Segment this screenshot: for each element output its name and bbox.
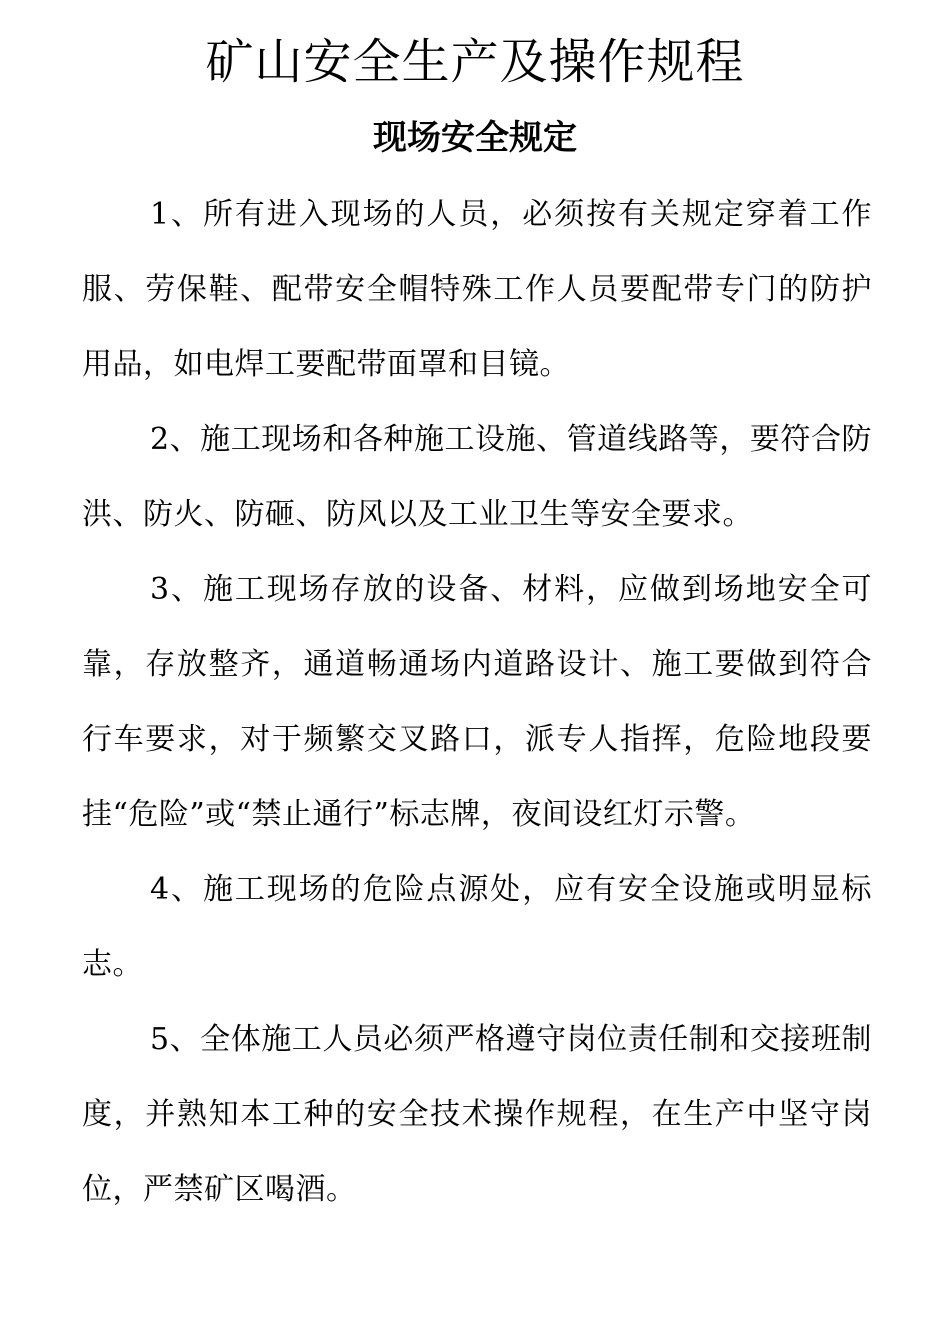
- paragraph-1: 1、所有进入现场的人员，必须按有关规定穿着工作服、劳保鞋、配带安全帽特殊工作人员要配带专门的防护用品，如电焊工要配带面罩和目镜。: [82, 197, 872, 382]
- document-title: 矿山安全生产及操作规程: [205, 34, 745, 90]
- document-body: [82, 177, 872, 1227]
- paragraph-4: 4、施工现场的危险点源处，应有安全设施或明显标志。: [82, 872, 872, 982]
- paragraph-5: 5、全体施工人员必须严格遵守岗位责任制和交接班制度，并熟知本工种的安全技术操作规程，在生产中坚守岗位，严禁矿区喝酒。: [82, 1022, 872, 1207]
- paragraph-3: 3、施工现场存放的设备、材料，应做到场地安全可靠，存放整齐，通道畅通场内道路设计、施工要做到符合行车要求，对于频繁交叉路口，派专人指挥，危险地段要挂“危险”或“禁止通行”标志牌，夜间设红灯示警。: [82, 572, 872, 832]
- paragraph-2: 2、施工现场和各种施工设施、管道线路等，要符合防洪、防火、防砸、防风以及工业卫生等安全要求。: [82, 422, 872, 532]
- section-title: 现场安全规定: [373, 118, 577, 158]
